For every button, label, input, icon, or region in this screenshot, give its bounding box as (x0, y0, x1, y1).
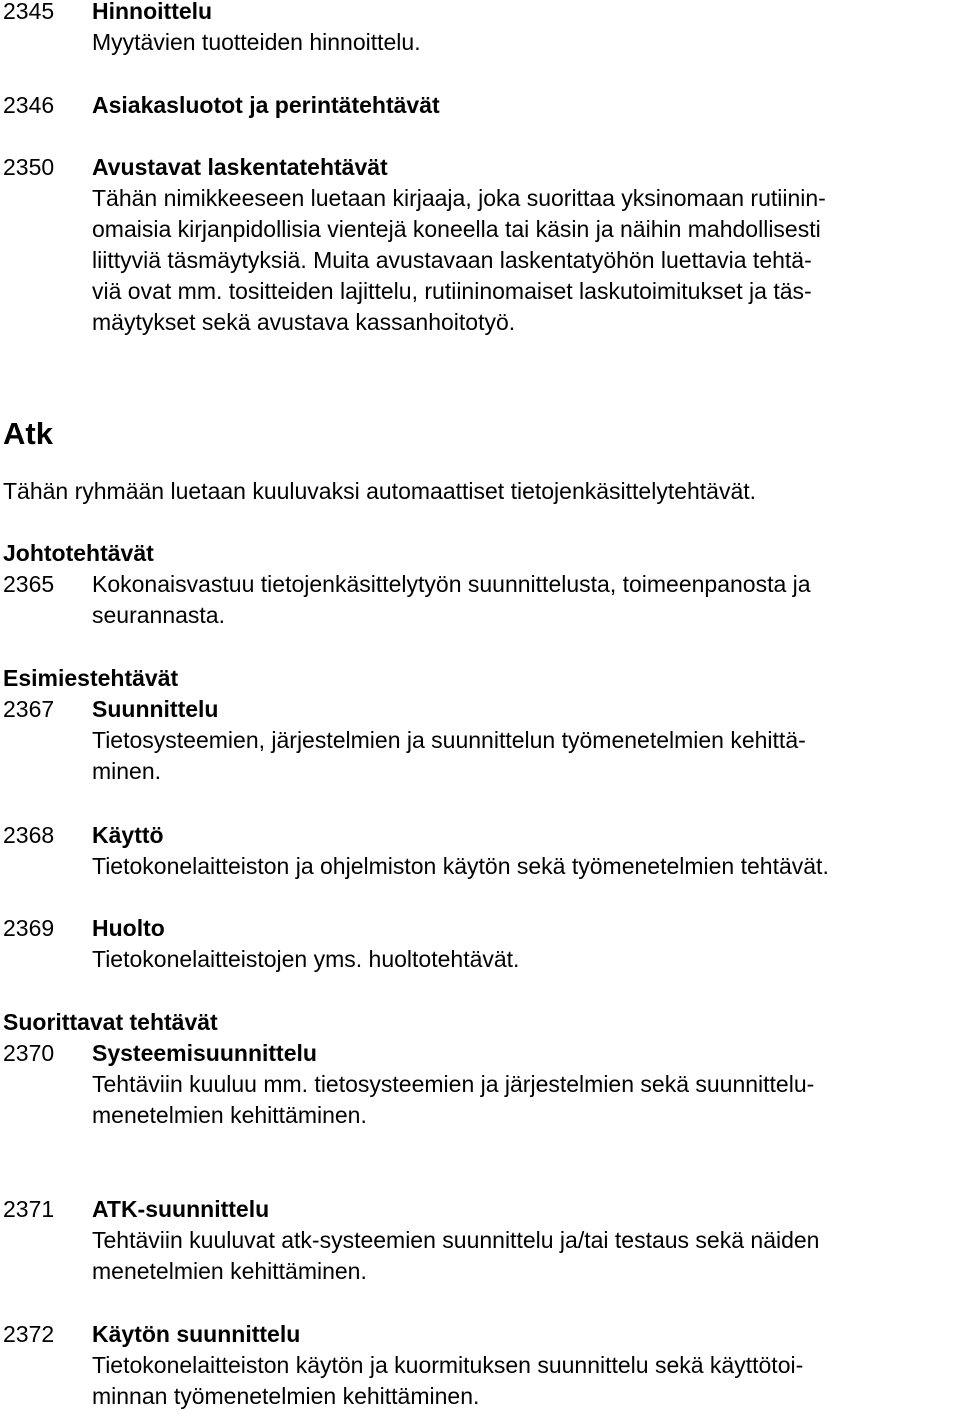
entry-description-line: Tietokonelaitteistojen yms. huoltotehtävät. (92, 946, 520, 972)
johto-section (0, 538, 960, 631)
entry-description-line: menetelmien kehittäminen. (92, 1102, 367, 1128)
entry-2345 (0, 0, 960, 58)
atk-section (0, 414, 960, 454)
entry-title: Systeemisuunnittelu (92, 1040, 317, 1066)
subsection-heading: Suorittavat tehtävät (3, 1009, 218, 1035)
entry-2350 (0, 152, 960, 338)
entry-code: 2368 (3, 822, 55, 848)
entry-code: 2346 (3, 92, 55, 118)
suorittavat-section (0, 1007, 960, 1131)
entry-description-line: Tietosysteemien, järjestelmien ja suunnittelun työmenetelmien kehittä- (92, 727, 806, 753)
entry-code: 2369 (3, 915, 55, 941)
entry-description-line: Tietokonelaitteiston ja ohjelmiston käytön sekä työmenetelmien tehtävät. (92, 853, 829, 879)
entry-title: Asiakasluotot ja perintätehtävät (92, 92, 440, 118)
entry-code: 2365 (3, 571, 55, 597)
subsection-heading: Johtotehtävät (3, 540, 154, 566)
entry-title: Hinnoittelu (92, 0, 213, 24)
entry-code: 2367 (3, 696, 55, 722)
entry-2371 (0, 1194, 960, 1287)
entry-2372 (0, 1319, 960, 1412)
entry-description-line: Tietokonelaitteiston käytön ja kuormituksen suunnittelu sekä käyttötoi- (92, 1352, 804, 1378)
entry-description-line: minen. (92, 758, 162, 784)
entry-description-line: seurannasta. (92, 602, 225, 628)
entry-description-line: Tehtäviin kuuluvat atk-systeemien suunnittelu ja/tai testaus sekä näiden (92, 1227, 820, 1253)
entry-description-line: mäytykset sekä avustava kassanhoitotyö. (92, 309, 516, 335)
entry-code: 2371 (3, 1196, 55, 1222)
section-heading: Atk (3, 416, 53, 451)
entry-2369 (0, 913, 960, 975)
entry-code: 2370 (3, 1040, 55, 1066)
entry-description-line: viä ovat mm. tositteiden lajittelu, rutiininomaiset laskutoimitukset ja täs- (92, 278, 812, 304)
entry-description-line: Tehtäviin kuuluu mm. tietosysteemien ja järjestelmien sekä suunnittelu- (92, 1071, 815, 1097)
entry-title: ATK-suunnittelu (92, 1196, 270, 1222)
entry-2346 (0, 90, 960, 121)
entry-description-line: menetelmien kehittäminen. (92, 1258, 367, 1284)
entry-title: Huolto (92, 915, 165, 941)
entry-description-line: minnan työmenetelmien kehittäminen. (92, 1383, 480, 1409)
entry-description-line: liittyviä täsmäytyksiä. Muita avustavaan laskentatyöhön luettavia tehtä- (92, 247, 812, 273)
entry-description-line: Kokonaisvastuu tietojenkäsittelytyön suunnittelusta, toimeenpanosta ja (92, 571, 811, 597)
entry-code: 2372 (3, 1321, 55, 1347)
atk-intro (0, 476, 960, 507)
entry-2368 (0, 820, 960, 882)
entry-description-line: Myytävien tuotteiden hinnoittelu. (92, 29, 421, 55)
entry-title: Käytön suunnittelu (92, 1321, 301, 1347)
entry-title: Käyttö (92, 822, 164, 848)
entry-description-line: Tähän nimikkeeseen luetaan kirjaaja, joka suorittaa yksinomaan rutiinin- (92, 185, 826, 211)
entry-title: Suunnittelu (92, 696, 219, 722)
entry-title: Avustavat laskentatehtävät (92, 154, 388, 180)
entry-code: 2345 (3, 0, 55, 24)
subsection-heading: Esimiestehtävät (3, 665, 179, 691)
esimies-section (0, 663, 960, 787)
entry-description-line: omaisia kirjanpidollisia vientejä koneella tai käsin ja näihin mahdollisesti (92, 216, 821, 242)
entry-code: 2350 (3, 154, 55, 180)
section-intro: Tähän ryhmään luetaan kuuluvaksi automaattiset tietojenkäsittelytehtävät. (3, 478, 757, 504)
